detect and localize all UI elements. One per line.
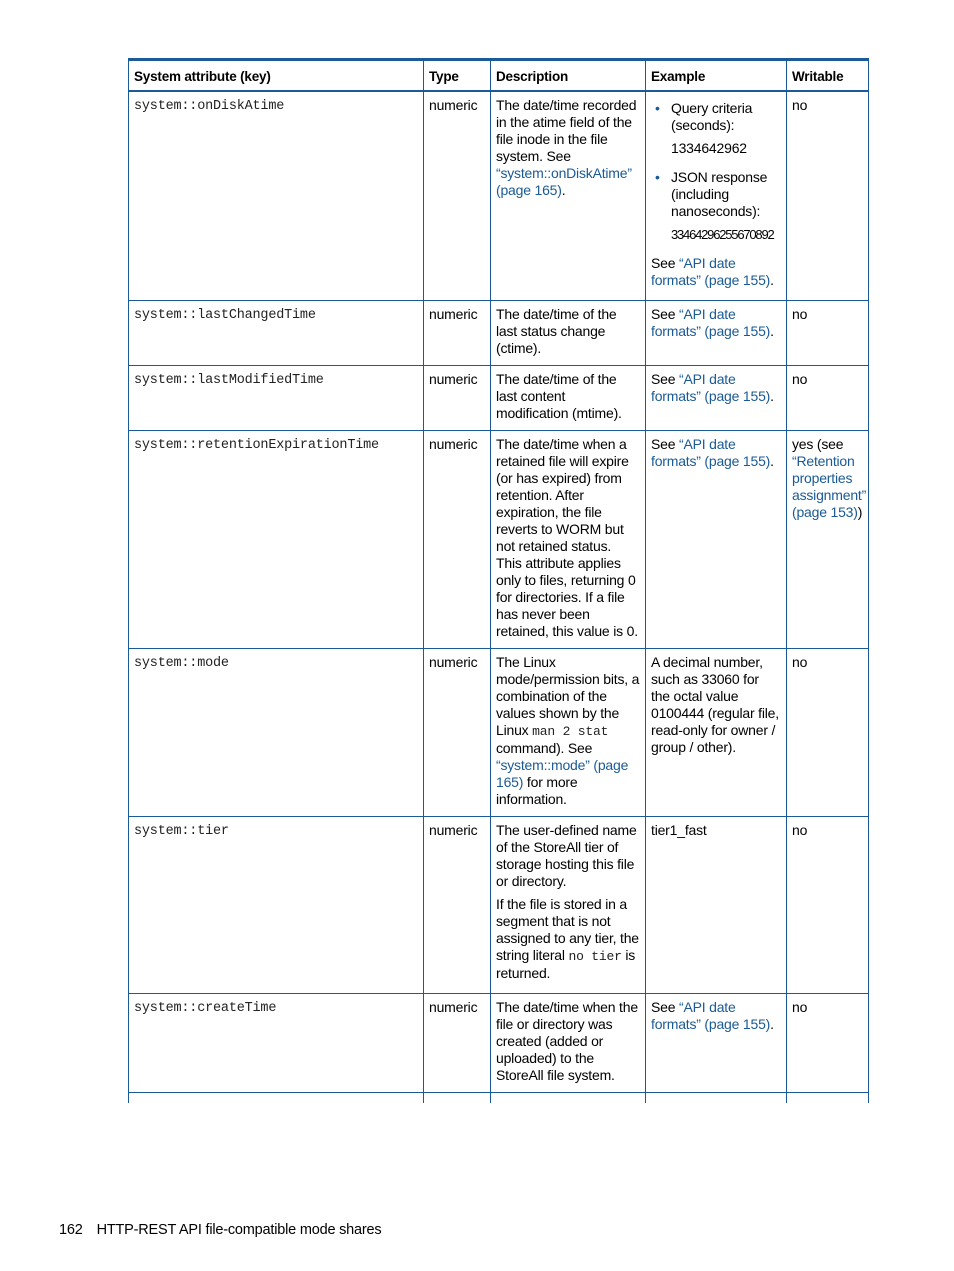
description-text: The Linux mode/permission bits, a combination of the values shown by the Linux	[496, 653, 640, 738]
retention-properties-link[interactable]: “Retention properties assignment” (page 153)	[792, 452, 867, 520]
api-date-formats-link[interactable]: “API date formats” (page 155)	[651, 998, 771, 1032]
table-row	[129, 91, 869, 300]
table-row	[129, 430, 869, 648]
cross-reference-link[interactable]: “system::onDiskAtime” (page 165)	[496, 165, 632, 198]
attribute-type: numeric	[424, 430, 491, 648]
attribute-example: A decimal number, such as 33060 for the octal value 0100444 (regular file, read-only for owner / group / other).	[646, 648, 787, 816]
punctuation: .	[770, 452, 774, 469]
attribute-example	[646, 300, 787, 365]
table-row	[129, 993, 869, 1092]
punctuation: .	[770, 322, 774, 339]
attribute-description: The date/time of the last content modification (mtime).	[491, 365, 646, 430]
attribute-type: numeric	[424, 300, 491, 365]
continuation-cell	[787, 1092, 869, 1103]
attribute-key: system::mode	[129, 648, 424, 816]
attribute-example	[646, 91, 787, 300]
attribute-writable: no	[787, 993, 869, 1092]
description-text: The date/time recorded in the atime field of the file inode in the file system. See	[496, 97, 637, 164]
system-attribute-table	[128, 58, 869, 1103]
description-paragraph: The user-defined name of the StoreAll tier of storage hosting this file or directory.	[496, 821, 637, 889]
header-example: Example	[646, 60, 787, 92]
attribute-example: tier1_fast	[646, 816, 787, 993]
continuation-cell	[424, 1092, 491, 1103]
attribute-description	[491, 91, 646, 300]
page-footer	[59, 1222, 381, 1238]
description-text: .	[561, 182, 566, 198]
attribute-writable: no	[787, 816, 869, 993]
example-value: 33464296255670892	[671, 227, 774, 242]
table-row	[129, 365, 869, 430]
attribute-key: system::lastChangedTime	[129, 300, 424, 365]
list-item	[671, 100, 781, 157]
attribute-writable: no	[787, 91, 869, 300]
example-value: 1334642962	[671, 140, 747, 156]
continuation-cell	[646, 1092, 787, 1103]
writable-text: yes (see	[792, 435, 844, 452]
punctuation: )	[857, 503, 863, 520]
attribute-type: numeric	[424, 91, 491, 300]
attribute-type: numeric	[424, 365, 491, 430]
attribute-key: system::lastModifiedTime	[129, 365, 424, 430]
attribute-type: numeric	[424, 993, 491, 1092]
attribute-writable: no	[787, 648, 869, 816]
attribute-example	[646, 430, 787, 648]
api-date-formats-link[interactable]: “API date formats” (page 155)	[651, 255, 771, 288]
punctuation: .	[770, 387, 774, 404]
attribute-type: numeric	[424, 648, 491, 816]
list-item	[671, 169, 781, 243]
api-date-formats-link[interactable]: “API date formats” (page 155)	[651, 370, 771, 404]
punctuation: .	[770, 1015, 774, 1032]
api-date-formats-link[interactable]: “API date formats” (page 155)	[651, 435, 771, 469]
attribute-type: numeric	[424, 816, 491, 993]
attribute-description: The date/time of the last status change (ctime).	[491, 300, 646, 365]
api-date-formats-link[interactable]: “API date formats” (page 155)	[651, 305, 771, 339]
description-text: for more information.	[496, 773, 578, 807]
table-row	[129, 816, 869, 993]
continuation-cell	[491, 1092, 646, 1103]
inline-code: man 2 stat	[532, 723, 609, 739]
example-see-also	[651, 255, 781, 289]
attribute-key: system::tier	[129, 816, 424, 993]
example-list	[651, 100, 781, 243]
attribute-table-container	[128, 58, 868, 1103]
description-text: If the file is stored in a segment that is not assigned to any tier, the string literal	[496, 895, 639, 963]
example-label: • Query criteria (seconds):	[671, 100, 753, 133]
header-type: Type	[424, 60, 491, 92]
header-writable: Writable	[787, 60, 869, 92]
attribute-key: system::createTime	[129, 993, 424, 1092]
attribute-writable	[787, 430, 869, 648]
table-row	[129, 300, 869, 365]
continuation-cell	[129, 1092, 424, 1103]
description-text: is returned.	[496, 946, 636, 981]
see-text: See	[651, 370, 679, 387]
punctuation: .	[770, 272, 774, 288]
header-description: Description	[491, 60, 646, 92]
see-text: See	[651, 435, 679, 452]
page-number: 162	[59, 1222, 83, 1238]
description-text: command). See	[496, 739, 593, 756]
section-title: HTTP-REST API file-compatible mode shares	[96, 1222, 382, 1238]
attribute-description: The date/time when the file or directory was created (added or uploaded) to the StoreAll file system.	[491, 993, 646, 1092]
see-text: See	[651, 998, 679, 1015]
cross-reference-link[interactable]: “system::mode” (page 165)	[496, 756, 629, 790]
table-continuation	[129, 1092, 869, 1103]
attribute-writable: no	[787, 365, 869, 430]
attribute-writable: no	[787, 300, 869, 365]
example-label: • JSON response (including nanoseconds):	[671, 169, 768, 219]
inline-code: no tier	[568, 948, 622, 964]
attribute-example	[646, 365, 787, 430]
see-text: See	[651, 255, 679, 271]
table-header-row	[129, 60, 869, 92]
attribute-description: The date/time when a retained file will expire (or has expired) from retention. After expiration, the file reverts to WORM but not retained status. This attribute applies only to files, returning 0 for directories. If a file has never been retained, this value is 0.	[491, 430, 646, 648]
attribute-description	[491, 816, 646, 993]
description-paragraph	[496, 896, 640, 982]
attribute-key: system::onDiskAtime	[129, 91, 424, 300]
table-row	[129, 648, 869, 816]
header-system-attribute: System attribute (key)	[129, 60, 424, 92]
attribute-key: system::retentionExpirationTime	[129, 430, 424, 648]
attribute-description	[491, 648, 646, 816]
attribute-example	[646, 993, 787, 1092]
see-text: See	[651, 305, 679, 322]
